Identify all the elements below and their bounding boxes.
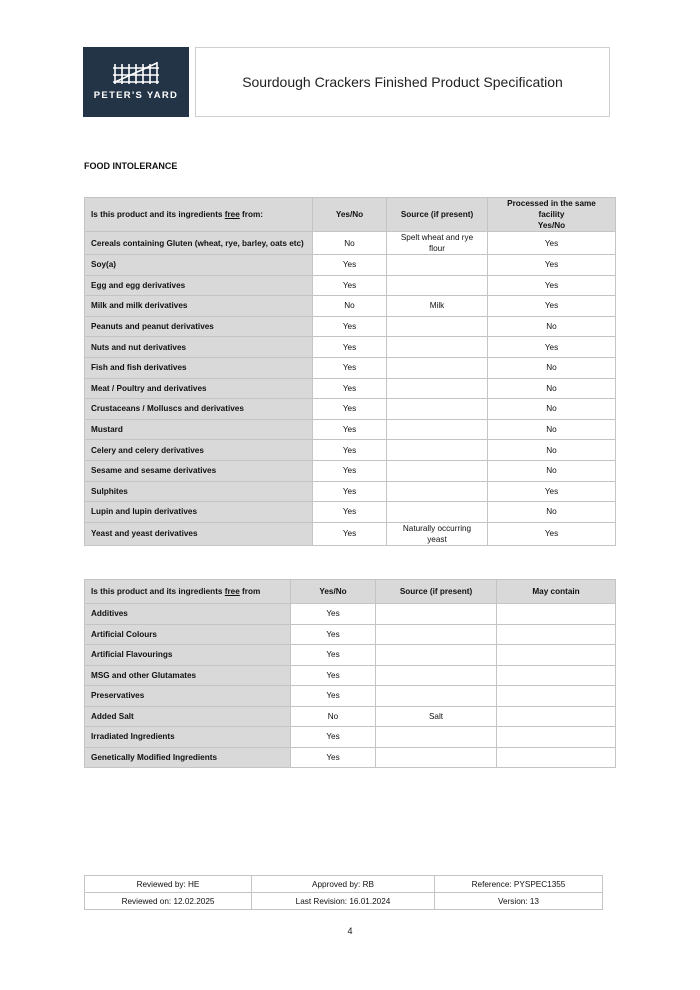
food-intolerance-table bbox=[84, 197, 616, 546]
source-cell bbox=[387, 460, 488, 481]
yesno-cell: Yes bbox=[313, 460, 387, 481]
yesno-cell: Yes bbox=[313, 502, 387, 523]
column-header-source: Source (if present) bbox=[387, 198, 488, 232]
table-row bbox=[85, 686, 616, 707]
yesno-cell: Yes bbox=[291, 645, 376, 666]
processed-cell: Yes bbox=[488, 255, 616, 276]
header-text: Yes/No bbox=[537, 221, 566, 230]
yesno-cell: Yes bbox=[291, 747, 376, 768]
yesno-cell: No bbox=[291, 706, 376, 727]
document-footer bbox=[84, 875, 603, 910]
reviewed-by: Reviewed by: HE bbox=[85, 876, 252, 893]
row-item-label: Egg and egg derivatives bbox=[85, 275, 313, 296]
document-title: Sourdough Crackers Finished Product Specification bbox=[195, 47, 610, 117]
source-cell bbox=[387, 399, 488, 420]
table-row bbox=[85, 232, 616, 255]
row-item-label: Lupin and lupin derivatives bbox=[85, 502, 313, 523]
may-contain-cell bbox=[497, 645, 616, 666]
table-row bbox=[85, 481, 616, 502]
source-cell bbox=[376, 665, 497, 686]
row-item-label: Peanuts and peanut derivatives bbox=[85, 316, 313, 337]
source-cell bbox=[376, 747, 497, 768]
processed-cell: No bbox=[488, 460, 616, 481]
may-contain-cell bbox=[497, 686, 616, 707]
row-item-label: Artificial Colours bbox=[85, 624, 291, 645]
table-row bbox=[85, 316, 616, 337]
yesno-cell: Yes bbox=[313, 481, 387, 502]
row-item-label: Fish and fish derivatives bbox=[85, 357, 313, 378]
yesno-cell: Yes bbox=[291, 665, 376, 686]
source-cell: Naturally occurring yeast bbox=[387, 522, 488, 545]
row-item-label: Artificial Flavourings bbox=[85, 645, 291, 666]
row-item-label: Added Salt bbox=[85, 706, 291, 727]
yesno-cell: No bbox=[313, 296, 387, 317]
yesno-cell: Yes bbox=[291, 727, 376, 748]
source-cell bbox=[387, 275, 488, 296]
yesno-cell: Yes bbox=[313, 419, 387, 440]
additives-table bbox=[84, 579, 616, 768]
source-cell: Milk bbox=[387, 296, 488, 317]
processed-cell: No bbox=[488, 502, 616, 523]
table-row bbox=[85, 460, 616, 481]
table-row bbox=[85, 747, 616, 768]
yesno-cell: Yes bbox=[313, 522, 387, 545]
table-row bbox=[85, 337, 616, 358]
source-cell bbox=[376, 727, 497, 748]
source-cell: Spelt wheat and rye flour bbox=[387, 232, 488, 255]
table-row bbox=[85, 419, 616, 440]
yesno-cell: Yes bbox=[313, 378, 387, 399]
header-text: from: bbox=[239, 210, 263, 219]
source-cell bbox=[387, 255, 488, 276]
row-item-label: Mustard bbox=[85, 419, 313, 440]
table-row bbox=[85, 255, 616, 276]
section-heading: FOOD INTOLERANCE bbox=[84, 161, 178, 171]
source-cell: Salt bbox=[376, 706, 497, 727]
source-cell bbox=[376, 624, 497, 645]
row-item-label: Irradiated Ingredients bbox=[85, 727, 291, 748]
row-item-label: Genetically Modified Ingredients bbox=[85, 747, 291, 768]
source-cell bbox=[387, 337, 488, 358]
company-logo bbox=[83, 47, 189, 117]
reviewed-on: Reviewed on: 12.02.2025 bbox=[85, 893, 252, 910]
logo-text: PETER'S YARD bbox=[93, 90, 179, 101]
yesno-cell: Yes bbox=[313, 275, 387, 296]
processed-cell: Yes bbox=[488, 296, 616, 317]
may-contain-cell bbox=[497, 604, 616, 625]
source-cell bbox=[387, 481, 488, 502]
processed-cell: Yes bbox=[488, 337, 616, 358]
yesno-cell: Yes bbox=[313, 440, 387, 461]
source-cell bbox=[387, 502, 488, 523]
may-contain-cell bbox=[497, 706, 616, 727]
header-text: Is this product and its ingredients bbox=[91, 210, 225, 219]
source-cell bbox=[387, 378, 488, 399]
table-row bbox=[85, 399, 616, 420]
table-row bbox=[85, 706, 616, 727]
yesno-cell: Yes bbox=[291, 624, 376, 645]
column-header-yesno: Yes/No bbox=[313, 198, 387, 232]
table-row bbox=[85, 665, 616, 686]
last-revision: Last Revision: 16.01.2024 bbox=[252, 893, 435, 910]
row-item-label: Nuts and nut derivatives bbox=[85, 337, 313, 358]
row-item-label: Sesame and sesame derivatives bbox=[85, 460, 313, 481]
yesno-cell: Yes bbox=[313, 255, 387, 276]
page-number: 4 bbox=[347, 926, 353, 936]
yesno-cell: Yes bbox=[291, 604, 376, 625]
yesno-cell: Yes bbox=[291, 686, 376, 707]
source-cell bbox=[376, 645, 497, 666]
may-contain-cell bbox=[497, 727, 616, 748]
row-item-label: Crustaceans / Molluscs and derivatives bbox=[85, 399, 313, 420]
processed-cell: No bbox=[488, 316, 616, 337]
yesno-cell: Yes bbox=[313, 357, 387, 378]
row-item-label: Additives bbox=[85, 604, 291, 625]
table-row bbox=[85, 604, 616, 625]
column-header-yesno: Yes/No bbox=[291, 580, 376, 604]
column-header-item bbox=[85, 580, 291, 604]
processed-cell: Yes bbox=[488, 275, 616, 296]
column-header-may-contain: May contain bbox=[497, 580, 616, 604]
table-row bbox=[85, 357, 616, 378]
processed-cell: No bbox=[488, 399, 616, 420]
row-item-label: Milk and milk derivatives bbox=[85, 296, 313, 317]
processed-cell: No bbox=[488, 357, 616, 378]
processed-cell: No bbox=[488, 378, 616, 399]
row-item-label: Yeast and yeast derivatives bbox=[85, 522, 313, 545]
header-text: Processed in the same facility bbox=[507, 199, 596, 219]
processed-cell: Yes bbox=[488, 522, 616, 545]
table-row bbox=[85, 440, 616, 461]
source-cell bbox=[376, 604, 497, 625]
table-row bbox=[85, 624, 616, 645]
yesno-cell: Yes bbox=[313, 337, 387, 358]
header-text: free bbox=[224, 210, 240, 219]
processed-cell: No bbox=[488, 440, 616, 461]
header-text: free bbox=[224, 587, 240, 596]
gate-icon bbox=[113, 60, 159, 86]
row-item-label: Meat / Poultry and derivatives bbox=[85, 378, 313, 399]
version: Version: 13 bbox=[435, 893, 603, 910]
table-header-row bbox=[85, 198, 616, 232]
processed-cell: Yes bbox=[488, 232, 616, 255]
processed-cell: Yes bbox=[488, 481, 616, 502]
table-row bbox=[85, 522, 616, 545]
table-row bbox=[85, 645, 616, 666]
row-item-label: Soy(a) bbox=[85, 255, 313, 276]
yesno-cell: Yes bbox=[313, 399, 387, 420]
column-header-processed bbox=[488, 198, 616, 232]
table-row bbox=[85, 378, 616, 399]
table-header-row bbox=[85, 580, 616, 604]
table-row bbox=[85, 275, 616, 296]
processed-cell: No bbox=[488, 419, 616, 440]
source-cell bbox=[387, 316, 488, 337]
row-item-label: Sulphites bbox=[85, 481, 313, 502]
may-contain-cell bbox=[497, 665, 616, 686]
approved-by: Approved by: RB bbox=[252, 876, 435, 893]
table-row bbox=[85, 502, 616, 523]
row-item-label: Preservatives bbox=[85, 686, 291, 707]
may-contain-cell bbox=[497, 624, 616, 645]
source-cell bbox=[387, 440, 488, 461]
table-row bbox=[85, 296, 616, 317]
source-cell bbox=[387, 357, 488, 378]
source-cell bbox=[387, 419, 488, 440]
may-contain-cell bbox=[497, 747, 616, 768]
column-header-source: Source (if present) bbox=[376, 580, 497, 604]
header-text: Is this product and its ingredients bbox=[91, 587, 225, 596]
reference: Reference: PYSPEC1355 bbox=[435, 876, 603, 893]
yesno-cell: Yes bbox=[313, 316, 387, 337]
row-item-label: Celery and celery derivatives bbox=[85, 440, 313, 461]
row-item-label: Cereals containing Gluten (wheat, rye, barley, oats etc) bbox=[85, 232, 313, 255]
header-text: from bbox=[239, 587, 261, 596]
column-header-item bbox=[85, 198, 313, 232]
row-item-label: MSG and other Glutamates bbox=[85, 665, 291, 686]
table-row bbox=[85, 727, 616, 748]
yesno-cell: No bbox=[313, 232, 387, 255]
source-cell bbox=[376, 686, 497, 707]
